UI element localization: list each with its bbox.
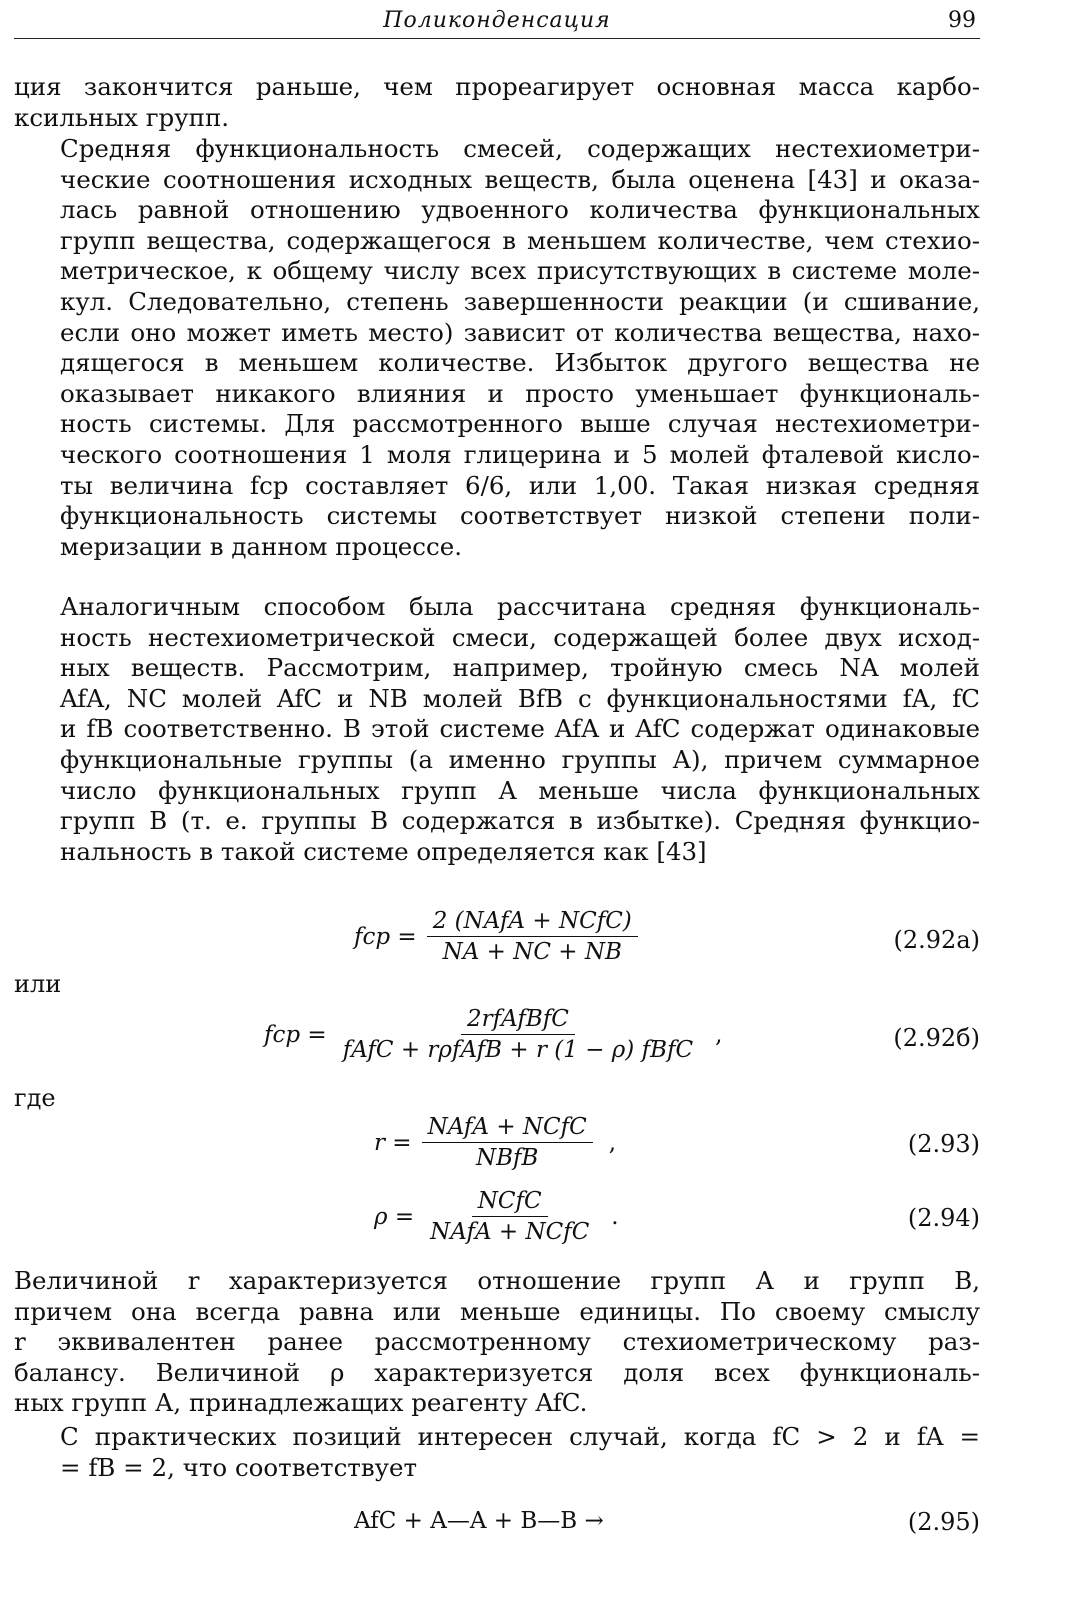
running-head: [14, 6, 980, 39]
paragraph-practical-case: [14, 1422, 980, 1483]
text-line: причем она всегда равна или меньше единицы. По своему смыслу: [14, 1296, 980, 1326]
paragraph-continuation: [14, 72, 980, 133]
text-line: = fB = 2, что соответствует: [60, 1452, 418, 1482]
fraction: [337, 1006, 699, 1063]
text-line: кул. Следовательно, степень завершенности реакции (и сшивание,: [60, 286, 980, 316]
equation-lhs: fср =: [354, 923, 417, 950]
text-line: AfA, NC молей AfC и NB молей BfB с функциональностями fA, fC: [60, 683, 980, 713]
text-line: групп вещества, содержащегося в меньшем количестве, чем стехио-: [60, 225, 980, 255]
equation-expression: AfC + A—A + B—B →: [354, 1508, 604, 1534]
equation-2-95: [14, 1504, 980, 1554]
paragraph-ternary-mixture: [14, 592, 980, 867]
equation-number: (2.93): [907, 1130, 980, 1158]
fraction-numerator: 2 (NAfA + NCfC): [427, 908, 638, 937]
text-line: если оно может иметь место) зависит от количества вещества, нахо-: [60, 317, 980, 347]
equation-body: [264, 1006, 722, 1063]
equation-body: [374, 1188, 619, 1245]
equation-number: (2.95): [907, 1508, 980, 1536]
equation-2-92b: [14, 1006, 980, 1068]
equation-2-92a: [14, 908, 980, 970]
connector-where: где: [14, 1084, 56, 1112]
equation-lhs: fср =: [264, 1021, 327, 1048]
fraction-denominator: NAfA + NCfC: [430, 1219, 590, 1245]
text-line: и fB соответственно. В этой системе AfA и AfC содержат одинаковые: [60, 714, 980, 744]
text-line: функциональные группы (а именно группы А), причем суммарное: [60, 744, 980, 774]
equation-number: (2.92а): [893, 926, 980, 954]
equation-2-93: [14, 1114, 980, 1176]
text-line: групп В (т. е. группы В содержатся в избытке). Средняя функцио-: [60, 806, 980, 836]
text-line: ческого соотношения 1 моля глицерина и 5 молей фталевой кисло-: [60, 439, 980, 469]
text-line: ксильных групп.: [14, 102, 230, 132]
equation-body: [354, 908, 644, 965]
text-line: ция закончится раньше, чем прореагирует основная масса карбо-: [14, 72, 980, 101]
text-line: дящегося в меньшем количестве. Избыток другого вещества не: [60, 348, 980, 378]
text-line: меризации в данном процессе.: [60, 531, 463, 561]
text-line: ность нестехиометрической смеси, содержащей более двух исход-: [60, 622, 980, 652]
text-line: Средняя функциональность смесей, содержащих нестехиометри-: [60, 134, 980, 163]
connector-or: или: [14, 970, 62, 998]
paragraph-ratio-r: [14, 1266, 980, 1419]
text-line: Величиной r характеризуется отношение групп А и групп В,: [14, 1266, 980, 1295]
paragraph: [14, 1422, 980, 1483]
equation-lhs: r =: [374, 1129, 412, 1156]
paragraph: [14, 592, 980, 867]
equation-2-94: [14, 1188, 980, 1250]
fraction-numerator: 2rfAfBfC: [461, 1006, 575, 1035]
text-line: r эквивалентен ранее рассмотренному стехиометрическому раз-: [14, 1327, 980, 1357]
equation-punctuation: ,: [715, 1021, 723, 1048]
text-line: С практических позиций интересен случай, когда fC > 2 и fA =: [60, 1422, 980, 1451]
fraction: [424, 1188, 595, 1245]
text-line: ческие соотношения исходных веществ, была оценена [43] и оказа-: [60, 164, 980, 194]
text-line: лась равной отношению удвоенного количества функциональных: [60, 195, 980, 225]
paragraph: [14, 1266, 980, 1419]
fraction-denominator: NA + NC + NB: [442, 939, 622, 965]
equation-punctuation: .: [611, 1203, 619, 1230]
fraction-numerator: NAfA + NCfC: [422, 1114, 593, 1143]
text-line: ных групп А, принадлежащих реагенту AfC.: [14, 1388, 588, 1418]
text-line: функциональность системы соответствует низкой степени поли-: [60, 501, 980, 531]
text-line: ных веществ. Рассмотрим, например, тройную смесь NA молей: [60, 653, 980, 683]
text-line: метрическое, к общему числу всех присутствующих в системе моле-: [60, 256, 980, 286]
text-line: оказывает никакого влияния и просто уменьшает функциональ-: [60, 378, 980, 408]
fraction-denominator: NBfB: [475, 1145, 539, 1171]
text-line: балансу. Величиной ρ характеризуется доля всех функциональ-: [14, 1357, 980, 1387]
text-line: ты величина fср составляет 6/6, или 1,00. Такая низкая средняя: [60, 470, 980, 500]
equation-punctuation: ,: [608, 1129, 617, 1156]
running-title: Поликонденсация: [383, 8, 611, 33]
fraction: [427, 908, 638, 965]
page-number: 99: [948, 8, 976, 33]
text-line: ность системы. Для рассмотренного выше случая нестехиометри-: [60, 409, 980, 439]
equation-number: (2.94): [907, 1204, 980, 1232]
fraction-denominator: fAfC + rρfAfB + r (1 − ρ) fBfC: [342, 1037, 694, 1063]
paragraph: [14, 72, 980, 133]
fraction: [422, 1114, 593, 1171]
paragraph: [14, 134, 980, 562]
text-line: число функциональных групп А меньше числа функциональных: [60, 775, 980, 805]
equation-number: (2.92б): [893, 1024, 980, 1052]
text-line: Аналогичным способом была рассчитана средняя функциональ-: [60, 592, 980, 621]
text-line: нальность в такой системе определяется как [43]: [60, 836, 707, 866]
equation-lhs: ρ =: [374, 1203, 415, 1230]
fraction-numerator: NCfC: [472, 1188, 548, 1217]
paragraph-average-functionality: [14, 134, 980, 562]
equation-body: [374, 1114, 616, 1171]
